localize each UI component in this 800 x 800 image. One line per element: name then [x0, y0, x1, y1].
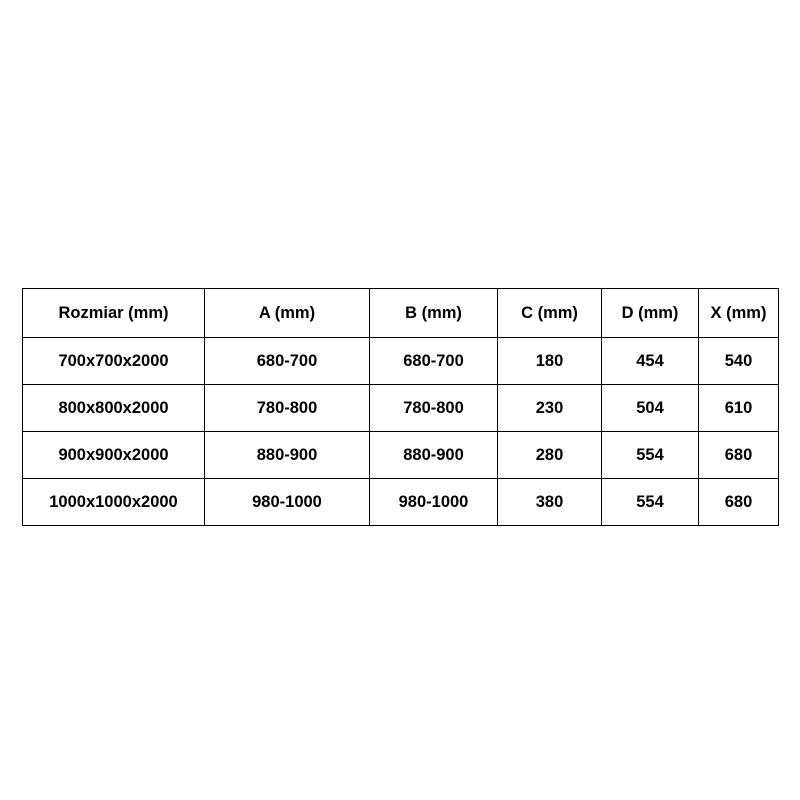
- cell-x: 610: [699, 385, 779, 432]
- cell-b: 780-800: [370, 385, 498, 432]
- cell-a: 880-900: [205, 432, 370, 479]
- cell-a: 780-800: [205, 385, 370, 432]
- column-header-a: A (mm): [205, 289, 370, 338]
- cell-c: 280: [498, 432, 602, 479]
- cell-x: 680: [699, 479, 779, 526]
- cell-a: 680-700: [205, 338, 370, 385]
- cell-d: 554: [602, 479, 699, 526]
- table-row: [23, 385, 779, 432]
- cell-b: 980-1000: [370, 479, 498, 526]
- column-header-c: C (mm): [498, 289, 602, 338]
- cell-x: 680: [699, 432, 779, 479]
- cell-c: 180: [498, 338, 602, 385]
- column-header-d: D (mm): [602, 289, 699, 338]
- cell-b: 880-900: [370, 432, 498, 479]
- cell-c: 380: [498, 479, 602, 526]
- column-header-size: Rozmiar (mm): [23, 289, 205, 338]
- table-row: [23, 479, 779, 526]
- dimensions-table: [22, 288, 779, 526]
- cell-a: 980-1000: [205, 479, 370, 526]
- cell-size: 900x900x2000: [23, 432, 205, 479]
- cell-size: 1000x1000x2000: [23, 479, 205, 526]
- cell-b: 680-700: [370, 338, 498, 385]
- cell-d: 454: [602, 338, 699, 385]
- dimensions-table-container: [22, 288, 778, 526]
- cell-d: 504: [602, 385, 699, 432]
- table-row: [23, 432, 779, 479]
- cell-d: 554: [602, 432, 699, 479]
- cell-size: 800x800x2000: [23, 385, 205, 432]
- cell-x: 540: [699, 338, 779, 385]
- table-row: [23, 338, 779, 385]
- column-header-x: X (mm): [699, 289, 779, 338]
- cell-c: 230: [498, 385, 602, 432]
- table-header: [23, 289, 779, 338]
- table-body: [23, 338, 779, 526]
- cell-size: 700x700x2000: [23, 338, 205, 385]
- table-header-row: [23, 289, 779, 338]
- column-header-b: B (mm): [370, 289, 498, 338]
